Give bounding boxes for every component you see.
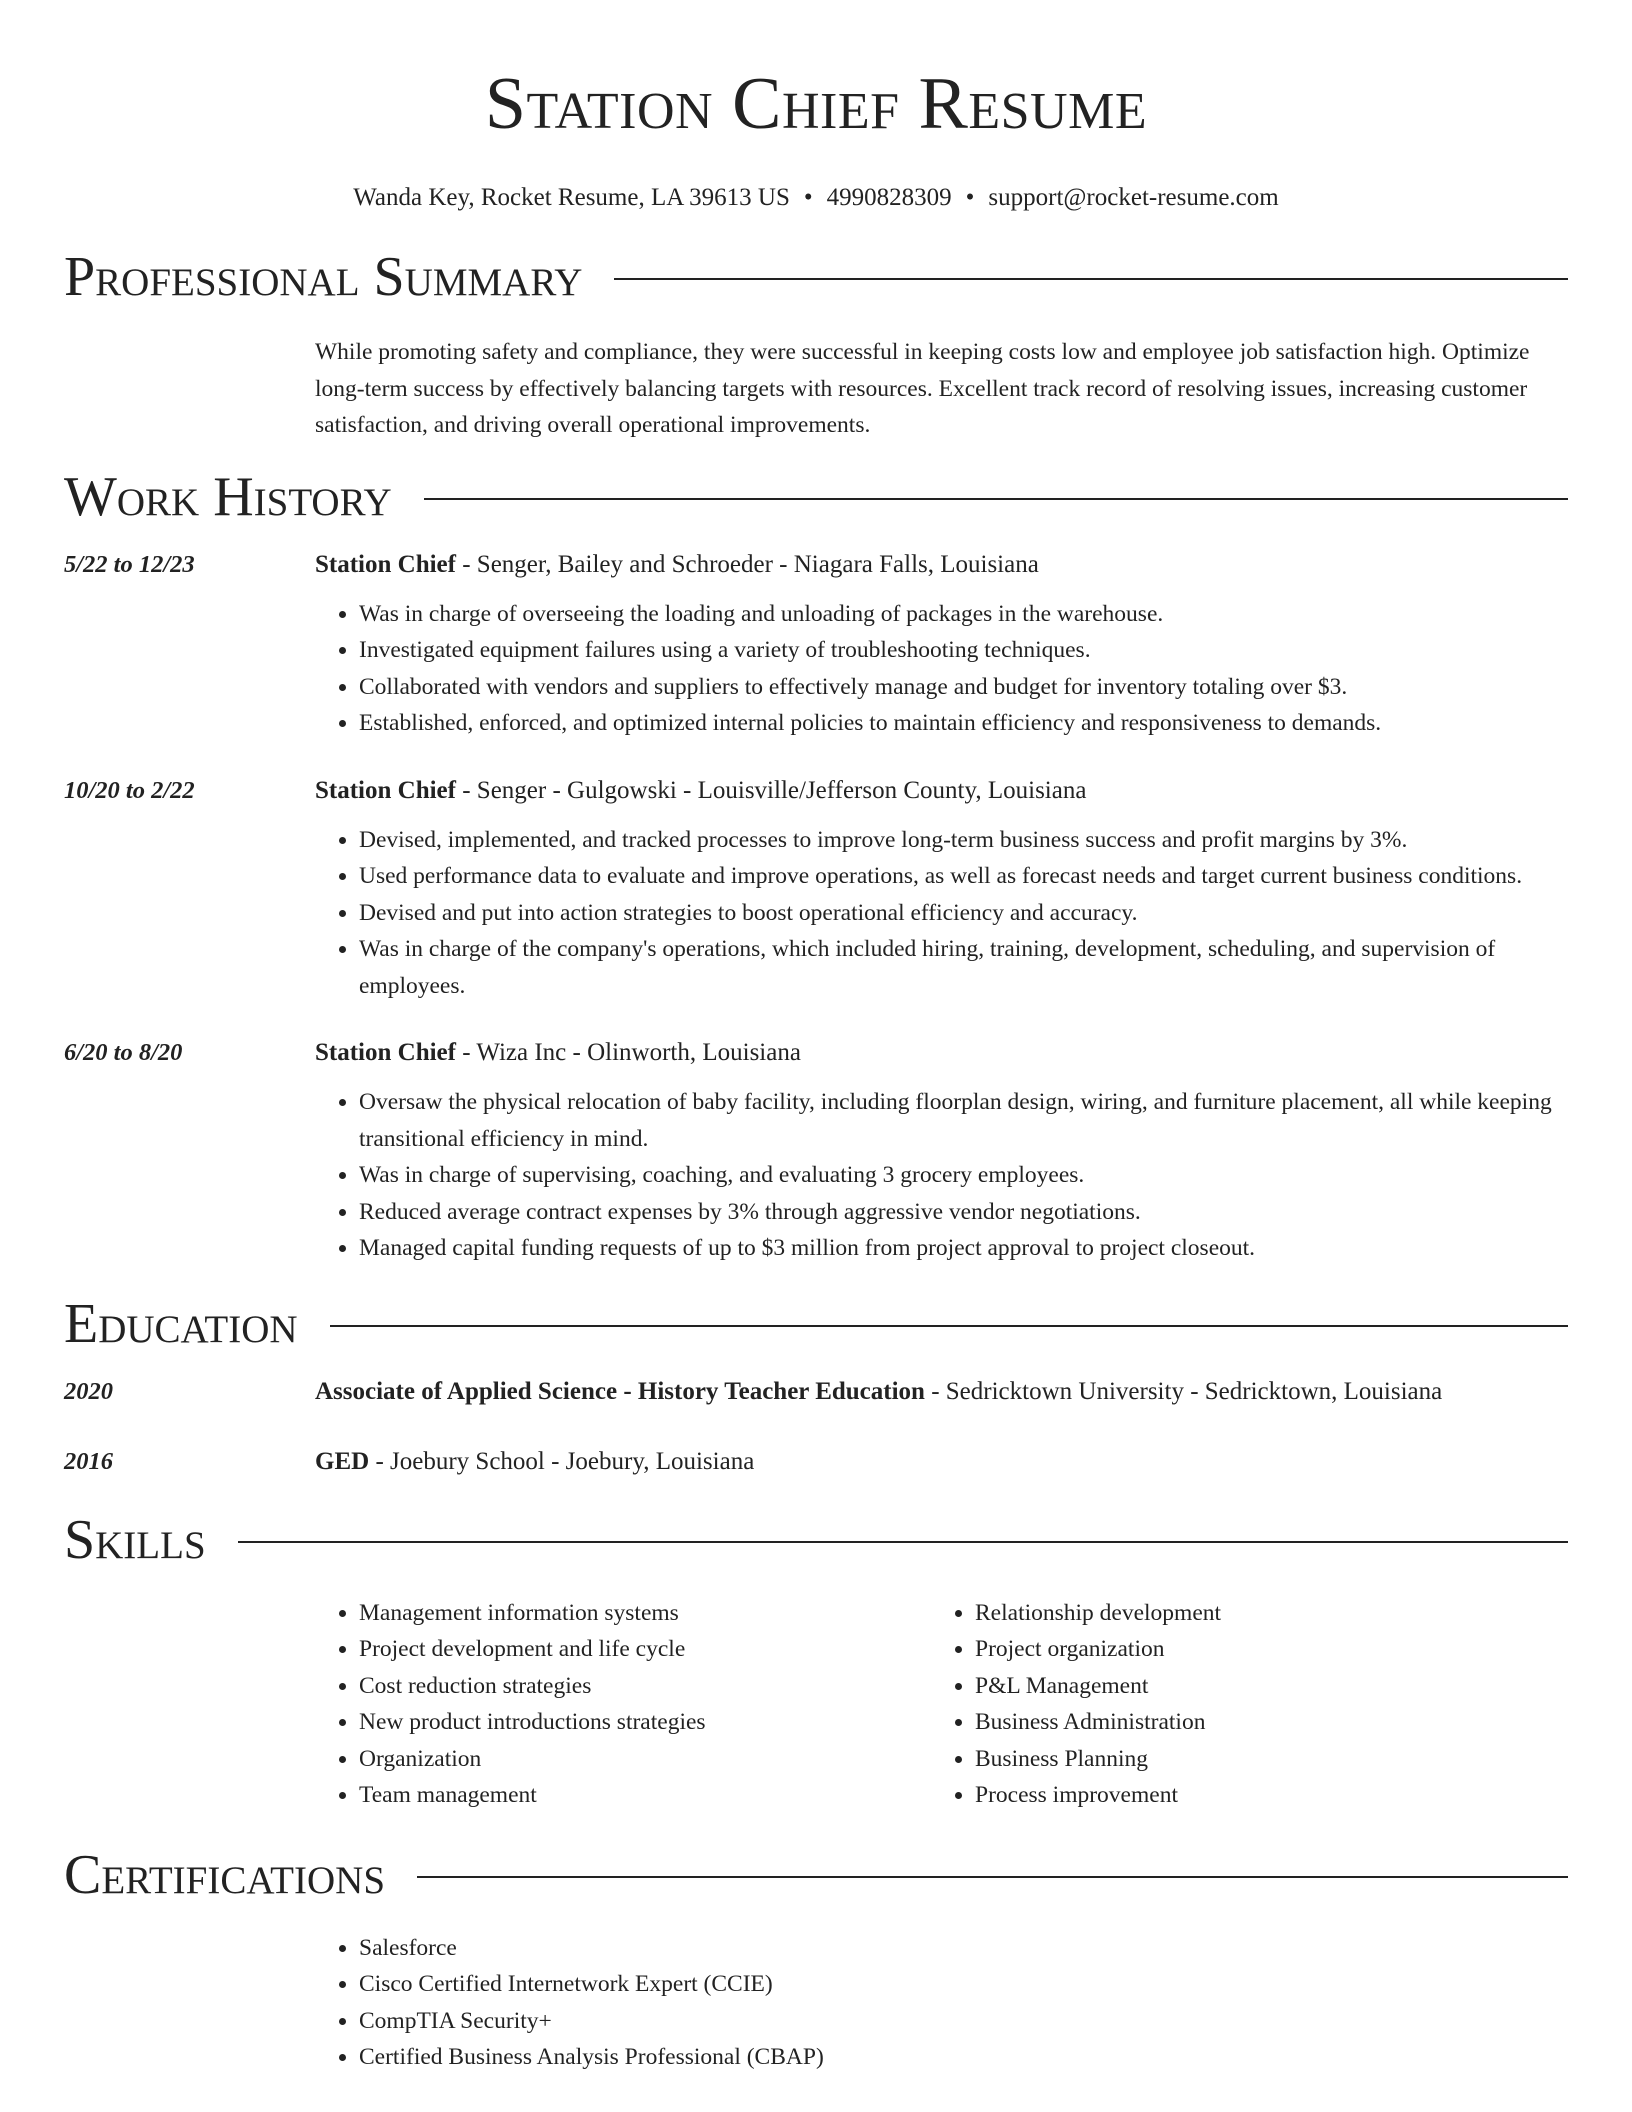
- certification-item: • Certified Business Analysis Professional (CBAP): [359, 2039, 1568, 2076]
- skill-item: • Cost reduction strategies: [359, 1668, 889, 1705]
- contact-separator: •: [965, 184, 975, 211]
- certification-item: • Cisco Certified Internetwork Expert (CCIE): [359, 1966, 1568, 2003]
- job-body: [315, 548, 1568, 742]
- section-divider: [238, 1541, 1568, 1543]
- section-header-summary: [64, 242, 1568, 312]
- contact-phone: 4990828309: [826, 184, 952, 211]
- certification-item: • CompTIA Security+: [359, 2003, 1568, 2040]
- job-bullet: • Was in charge of the company's operations, which included hiring, training, development, scheduling, and supervision of employees.: [359, 931, 1568, 1004]
- education-degree: Associate of Applied Science - History Teacher Education: [315, 1377, 925, 1405]
- certifications-items: [315, 1930, 1568, 2076]
- section-divider: [330, 1325, 1568, 1327]
- job-dates: 10/20 to 2/22: [64, 776, 195, 804]
- job-heading: [315, 548, 1568, 582]
- job-bullet: • Managed capital funding requests of up to $3 million from project approval to project closeout.: [359, 1230, 1568, 1267]
- education-degree: GED: [315, 1447, 370, 1475]
- skill-item: • Project organization: [975, 1631, 1568, 1668]
- job-bullet: • Oversaw the physical relocation of baby facility, including floorplan design, wiring, and furniture placement, all while keeping transitional efficiency in mind.: [359, 1084, 1568, 1157]
- job-entry: [64, 1036, 1568, 1267]
- education-entry: [64, 1375, 1568, 1409]
- job-bullet: • Was in charge of supervising, coaching, and evaluating 3 grocery employees.: [359, 1157, 1568, 1194]
- job-bullet: • Was in charge of overseeing the loading and unloading of packages in the warehouse.: [359, 596, 1568, 633]
- page-title: Station Chief Resume: [484, 63, 1148, 145]
- job-title: Station Chief: [315, 550, 456, 578]
- contact-address: Wanda Key, Rocket Resume, LA 39613 US: [353, 184, 790, 211]
- section-divider: [614, 278, 1568, 280]
- skill-item: • Business Planning: [975, 1741, 1568, 1778]
- skills-list: [315, 1595, 1568, 1814]
- job-dates: 5/22 to 12/23: [64, 550, 195, 578]
- skill-item: • Business Administration: [975, 1704, 1568, 1741]
- education-body: [315, 1445, 1568, 1479]
- section-divider: [417, 1876, 1568, 1878]
- education-heading: [315, 1445, 1568, 1479]
- job-details: - Wiza Inc - Olinworth, Louisiana: [455, 1039, 801, 1066]
- section-header-certifications: [64, 1840, 1568, 1910]
- job-details: - Senger - Gulgowski - Louisville/Jefferson County, Louisiana: [455, 776, 1087, 804]
- job-heading: [315, 1036, 1568, 1070]
- job-details: - Senger, Bailey and Schroeder - Niagara Falls, Louisiana: [455, 550, 1039, 578]
- job-bullets: [315, 1084, 1568, 1267]
- section-title-education: Education: [64, 1292, 298, 1355]
- education-heading: [315, 1375, 1568, 1409]
- job-title: Station Chief: [315, 776, 456, 804]
- job-bullet: • Investigated equipment failures using a variety of troubleshooting techniques.: [359, 632, 1568, 669]
- section-header-education: [64, 1289, 1568, 1359]
- section-title-skills: Skills: [64, 1508, 206, 1571]
- skill-item: • Management information systems: [359, 1595, 889, 1632]
- education-body: [315, 1375, 1568, 1409]
- section-header-skills: [64, 1505, 1568, 1575]
- section-header-work: [64, 462, 1568, 532]
- job-bullet: • Established, enforced, and optimized internal policies to maintain efficiency and responsiveness to demands.: [359, 705, 1568, 742]
- job-dates: 6/20 to 8/20: [64, 1039, 183, 1066]
- contact-separator: •: [803, 184, 813, 211]
- certifications-list: [315, 1930, 1568, 2076]
- summary-text: While promoting safety and compliance, they were successful in keeping costs low and employee job satisfaction high. Optimize long-term success by effectively balancing targets with resources. Excellent track record of resolving issues, increasing customer satisfaction, and driving overall operational improvements.: [315, 339, 1530, 438]
- skills-column-left: [315, 1595, 889, 1814]
- job-entry: [64, 548, 1568, 742]
- section-title-summary: Professional Summary: [64, 246, 583, 308]
- education-year: 2016: [64, 1447, 113, 1475]
- section-title-work: Work History: [64, 465, 392, 528]
- job-bullet: • Used performance data to evaluate and improve operations, as well as forecast needs and target current business conditions.: [359, 858, 1568, 895]
- skill-item: • Process improvement: [975, 1777, 1568, 1814]
- job-bullet: • Devised and put into action strategies to boost operational efficiency and accuracy.: [359, 895, 1568, 932]
- job-title: Station Chief: [315, 1039, 456, 1066]
- job-bullet: • Reduced average contract expenses by 3% through aggressive vendor negotiations.: [359, 1194, 1568, 1231]
- contact-email: support@rocket-resume.com: [988, 184, 1279, 211]
- job-bullets: [315, 822, 1568, 1005]
- job-body: [315, 1036, 1568, 1267]
- job-heading: [315, 774, 1568, 808]
- skills-column-right: [931, 1595, 1568, 1814]
- skill-item: • Organization: [359, 1741, 889, 1778]
- education-details: - Joebury School - Joebury, Louisiana: [369, 1447, 755, 1475]
- contact-line: [64, 182, 1568, 214]
- skill-item: • New product introductions strategies: [359, 1704, 889, 1741]
- education-year: 2020: [64, 1377, 113, 1405]
- skill-item: • P&L Management: [975, 1668, 1568, 1705]
- education-details: - Sedricktown University - Sedricktown, Louisiana: [924, 1377, 1443, 1405]
- skill-item: • Project development and life cycle: [359, 1631, 889, 1668]
- job-bullet: • Collaborated with vendors and suppliers to effectively manage and budget for inventory totaling over $3.: [359, 669, 1568, 706]
- skill-item: • Team management: [359, 1777, 889, 1814]
- job-bullets: [315, 596, 1568, 742]
- job-bullet: • Devised, implemented, and tracked processes to improve long-term business success and profit margins by 3%.: [359, 822, 1568, 859]
- job-body: [315, 774, 1568, 1005]
- section-divider: [424, 498, 1568, 500]
- education-entry: [64, 1445, 1568, 1479]
- job-entry: [64, 774, 1568, 1005]
- certification-item: • Salesforce: [359, 1930, 1568, 1967]
- section-title-certifications: Certifications: [64, 1843, 386, 1906]
- skill-item: • Relationship development: [975, 1595, 1568, 1632]
